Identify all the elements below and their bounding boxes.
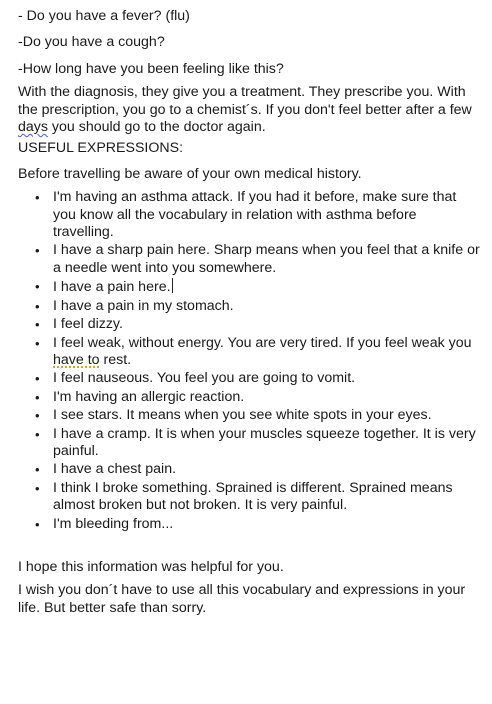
closing-hope: I hope this information was helpful for you.	[18, 558, 284, 575]
list-item-text: I'm bleeding from...	[53, 515, 174, 532]
list-item-text: I have a cramp. It is when your muscles squeeze together. It is very painful.	[53, 425, 476, 459]
list-item-text: I have a pain in my stomach.	[53, 297, 234, 314]
list-item	[18, 389, 480, 406]
list-item	[18, 480, 480, 515]
diagnosis-text-end: you should go to the doctor again.	[47, 119, 266, 136]
document-body[interactable]	[18, 8, 480, 623]
bullet-icon: •	[35, 426, 40, 442]
list-item-text: I feel nauseous. You feel you are going to vomit.	[53, 370, 356, 387]
list-item	[18, 461, 480, 478]
bullet-icon: •	[35, 298, 40, 314]
list-item	[18, 426, 480, 461]
bullet-icon: •	[35, 516, 40, 532]
bullet-icon: •	[35, 480, 40, 496]
diagnosis-text-start: With the diagnosis, they give you a treatment. They prescribe you. With the prescription, you go to a chemist´s. If you don't feel better after a few	[18, 84, 472, 118]
advice-text: Before travelling be aware of your own medical history.	[18, 165, 362, 182]
bullet-icon: •	[35, 317, 40, 333]
diagnosis-paragraph	[18, 84, 480, 136]
list-item-text-end: rest.	[99, 351, 132, 368]
list-item	[18, 278, 480, 296]
closing-wish: I wish you don´t have to use all this vocabulary and expressions in your life. But better safe than sorry.	[18, 582, 466, 616]
spelling-flag-days[interactable]: days	[18, 119, 48, 136]
list-item	[18, 370, 480, 387]
grammar-flag-have-to[interactable]: have to	[53, 351, 100, 368]
list-item-text: I have a sharp pain here. Sharp means when you feel that a knife or a needle went into you somewhere.	[53, 242, 480, 276]
bullet-icon: •	[35, 371, 40, 387]
list-item-text: I'm having an allergic reaction.	[53, 388, 245, 405]
bullet-icon: •	[35, 190, 40, 206]
bullet-icon: •	[35, 462, 40, 478]
expressions-list	[18, 189, 480, 533]
bullet-icon: •	[35, 335, 40, 351]
list-item	[18, 189, 480, 241]
list-item-text: I'm having an asthma attack. If you had it before, make sure that you know all the vocabulary in relation with asthma before travelling.	[53, 189, 457, 241]
list-item-text-start: I feel weak, without energy. You are very tired. If you feel weak you	[53, 334, 472, 351]
bullet-icon: •	[35, 243, 40, 259]
list-item-text: I think I broke something. Sprained is different. Sprained means almost broken but not broken. It is very painful.	[53, 479, 453, 514]
list-item-text: I have a chest pain.	[53, 461, 177, 478]
bullet-icon: •	[35, 389, 40, 405]
list-item	[18, 516, 480, 533]
list-item	[18, 335, 480, 370]
list-item	[18, 298, 480, 315]
question-fever: - Do you have a fever? (flu)	[18, 8, 190, 24]
list-item-text: I feel dizzy.	[53, 316, 123, 333]
question-cough: -Do you have a cough?	[18, 34, 165, 51]
list-item	[18, 242, 480, 277]
list-item	[18, 316, 480, 333]
list-item-text: I see stars. It means when you see white spots in your eyes.	[53, 407, 432, 424]
bullet-icon: •	[35, 408, 40, 424]
text-cursor	[172, 278, 173, 293]
section-heading: USEFUL EXPRESSIONS:	[18, 140, 184, 157]
bullet-icon: •	[35, 279, 40, 295]
list-item	[18, 407, 480, 424]
list-item-text: I have a pain here.	[53, 279, 171, 296]
question-duration: -How long have you been feeling like this?	[18, 60, 284, 77]
